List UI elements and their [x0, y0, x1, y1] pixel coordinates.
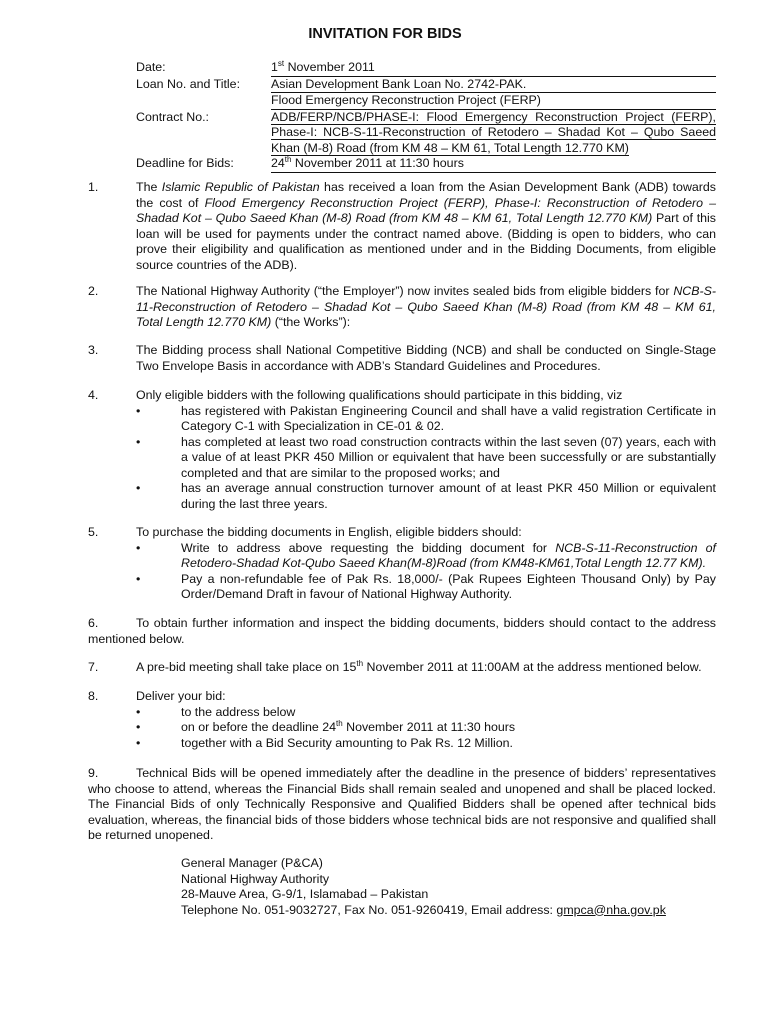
paragraph-2: 2. The National Highway Authority (“the Employer”) now invites sealed bids from eligible bidders for NCB-S-11-Reconstruction of Retodero – Shadad Kot – Qubo Saeed Khan (M-8) Road (from KM 48 – KM 61, Total Length 12.770 KM) (“the Works”):	[88, 284, 716, 329]
loan-value-line-2: Flood Emergency Reconstruction Project (FERP)	[271, 93, 716, 110]
bid-meta-block	[136, 60, 716, 173]
list-item: • Write to address above requesting the bidding document for NCB-S-11-Reconstruction of Retodero-Shadad Kot-Qubo Saeed Khan(M-8)Road (from KM48-KM61,Total Length 12.77 KM).	[136, 540, 717, 570]
paragraph-number: 1.	[88, 180, 99, 194]
paragraph-number: 4.	[88, 388, 99, 402]
bullet-icon: •	[136, 540, 141, 555]
signature-contact: Telephone No. 051-9032727, Fax No. 051-9260419, Email address: gmpca@nha.gov.pk	[181, 902, 666, 917]
paragraph-number: 3.	[88, 343, 99, 357]
date-label: Date:	[136, 60, 166, 74]
signature-organization: National Highway Authority	[181, 871, 330, 886]
list-item: • together with a Bid Security amounting to Pak Rs. 12 Million.	[136, 735, 513, 750]
loan-value-line-1: Asian Development Bank Loan No. 2742-PAK.	[271, 77, 716, 94]
paragraph-number: 2.	[88, 284, 99, 298]
signature-title: General Manager (P&CA)	[181, 856, 323, 870]
bullet-icon: •	[136, 481, 141, 495]
deadline-value: 24th November 2011 at 11:30 hours	[271, 156, 716, 173]
list-item: • to the address below	[136, 704, 296, 719]
document-title: INVITATION FOR BIDS	[308, 26, 462, 42]
paragraph-9: 9. Technical Bids will be opened immediately after the deadline in the presence of bidders’ representatives who choose to attend, whereas the Financial Bids shall remain sealed and unopened and shall be placed locked. The Financial Bids of only Technically Responsive and Qualified Bidders shall be opened after technical bids evaluation, whereas, the financial bids of those bidders whose technical bids are not responsive and qualified shall be returned unopened.	[88, 766, 716, 842]
paragraph-number: 5.	[88, 525, 99, 539]
contract-value: ADB/FERP/NCB/PHASE-I: Flood Emergency Reconstruction Project (FERP), Phase-I: NCB-S-11-Reconstruction of Retodero – Shadad Kot – Qubo Saeed Khan (M-8) Road (from KM 48 – KM 61, Total Length 12.770 KM)	[271, 109, 716, 155]
date-row	[136, 60, 716, 77]
paragraph-number: 6.	[88, 616, 99, 630]
deadline-row	[136, 156, 716, 173]
date-value: 1st November 2011	[271, 60, 716, 77]
paragraph-number: 8.	[88, 689, 99, 703]
loan-label: Loan No. and Title:	[136, 76, 241, 91]
bullet-icon: •	[136, 571, 141, 586]
bullet-icon: •	[136, 735, 141, 750]
bullet-icon: •	[136, 704, 141, 719]
deadline-label: Deadline for Bids:	[136, 156, 234, 170]
list-item: • on or before the deadline 24th November 2011 at 11:30 hours	[136, 718, 516, 734]
paragraph-6: 6. To obtain further information and inspect the bidding documents, bidders should contact to the address mentioned below.	[88, 616, 716, 646]
paragraph-4: 4. Only eligible bidders with the following qualifications should participate in this bidding, viz • has registered with Pakistan Engineering Council and shall have a valid registration Certificate in Category C-1 with Specialization in CE-01 & 02. • has completed at least two road construction contracts within the last seven (07) years, each with a value of at least PKR 450 Million or equivalent that have been successfully or are substantially completed and that are similar to the proposed works; and • has an average annual construction turnover amount of at least PKR 450 Million or equivalent during the last three years.	[88, 388, 716, 511]
bullet-icon: •	[136, 434, 141, 449]
paragraph-8: 8. Deliver your bid: • to the address below • on or before the deadline 24th November 2011 at 11:30 hours • together with a Bid Security amounting to Pak Rs. 12 Million.	[88, 689, 716, 751]
bullet-icon: •	[136, 403, 141, 418]
email-link[interactable]: gmpca@nha.gov.pk	[556, 902, 666, 917]
paragraph-1: 1. The Islamic Republic of Pakistan has received a loan from the Asian Development Bank (ADB) towards the cost of Flood Emergency Reconstruction Project (FERP), Phase-I: Reconstruction of Retodero – Shadad Kot – Qubo Saeed Khan (M-8) Road (from KM 48 – KM 61, Total Length 12.770 KM) Part of this loan will be used for payments under the contract named above. (Bidding is open to bidders, who can prove their eligibility and qualification as mentioned under and in the Bidding Documents, from eligible source countries of the ADB).	[88, 180, 716, 272]
paragraph-7: 7. A pre-bid meeting shall take place on 15th November 2011 at 11:00AM at the address mentioned below.	[88, 658, 702, 674]
paragraph-number: 9.	[88, 766, 99, 780]
bullet-icon: •	[136, 720, 141, 734]
paragraph-5: 5. To purchase the bidding documents in English, eligible bidders should: • Write to address above requesting the bidding document for NCB-S-11-Reconstruction of Retodero-Shadad Kot-Qubo Saeed Khan(M-8)Road (from KM48-KM61,Total Length 12.77 KM). • Pay a non-refundable fee of Pak Rs. 18,000/- (Pak Rupees Eighteen Thousand Only) by Pay Order/Demand Draft in favour of National Highway Authority.	[88, 525, 717, 601]
contract-label: Contract No.:	[136, 109, 209, 124]
list-item: • Pay a non-refundable fee of Pak Rs. 18,000/- (Pak Rupees Eighteen Thousand Only) by Pay Order/Demand Draft in favour of National Highway Authority.	[136, 571, 716, 601]
list-item: • has completed at least two road construction contracts within the last seven (07) years, each with a value of at least PKR 450 Million or equivalent that have been successfully or are substantially completed and that are similar to the proposed works; and	[136, 434, 716, 480]
signature-address: 28-Mauve Area, G-9/1, Islamabad – Pakistan	[181, 887, 429, 901]
list-item: • has an average annual construction turnover amount of at least PKR 450 Million or equivalent during the last three years.	[136, 481, 716, 511]
contract-row	[136, 110, 716, 157]
loan-row	[136, 77, 716, 110]
list-item: • has registered with Pakistan Engineering Council and shall have a valid registration Certificate in Category C-1 with Specialization in CE-01 & 02.	[136, 403, 716, 433]
paragraph-number: 7.	[88, 660, 99, 674]
paragraph-3: 3. The Bidding process shall National Competitive Bidding (NCB) and shall be conducted on Single-Stage Two Envelope Basis in accordance with ADB’s Standard Guidelines and Procedures.	[88, 343, 716, 373]
signature-block	[181, 856, 666, 918]
